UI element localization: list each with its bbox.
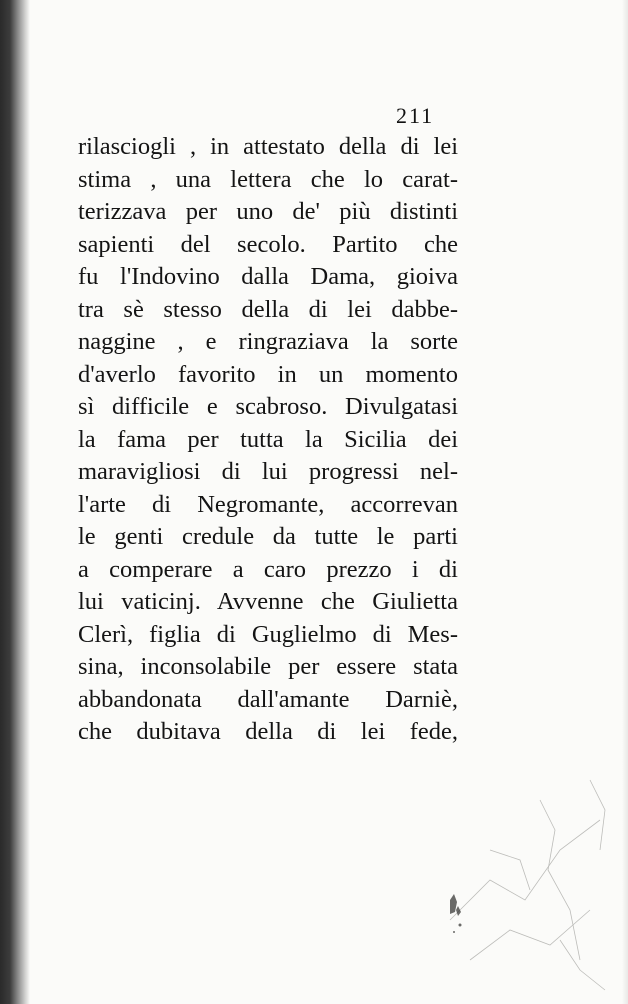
text-line: maravigliosi di lui progressi nel- [78,458,458,485]
text-line: sì difficile e scabroso. Divulgatasi [78,393,458,420]
text-line: a comperare a caro prezzo i di [78,555,458,583]
text-line: abbandonata dall'amante Darniè, [78,685,458,713]
text-line: la fama per tutta la Sicilia dei [78,425,458,453]
text-line: le genti credule da tutte le parti [78,523,458,550]
show-through-stain [430,760,620,1000]
text-line: tra sè stesso della di lei dabbe- [78,295,458,323]
binding-shadow [0,0,30,1004]
text-line: naggine , e ringraziava la sorte [78,328,458,355]
text-line: l'arte di Negromante, accorrevan [78,490,458,518]
text-line: rilasciogli , in attestato della di lei [78,133,458,160]
page-edge [622,0,628,1004]
text-line: sapienti del secolo. Partito che [78,230,458,258]
page-number: 211 [396,103,435,128]
text-line: sina, inconsolabile per essere stata [78,653,458,680]
text-line: fu l'Indovino dalla Dama, gioiva [78,263,458,290]
text-line: Clerì, figlia di Guglielmo di Mes- [78,620,458,648]
text-line: lui vaticinj. Avvenne che Giulietta [78,588,458,615]
text-line: d'averlo favorito in un momento [78,360,458,388]
text-line: terizzava per uno de' più distinti [78,198,458,225]
text-line: che dubitava della di lei fede, [78,718,458,745]
text-line: stima , una lettera che lo carat- [78,165,458,193]
body-text [78,131,458,749]
